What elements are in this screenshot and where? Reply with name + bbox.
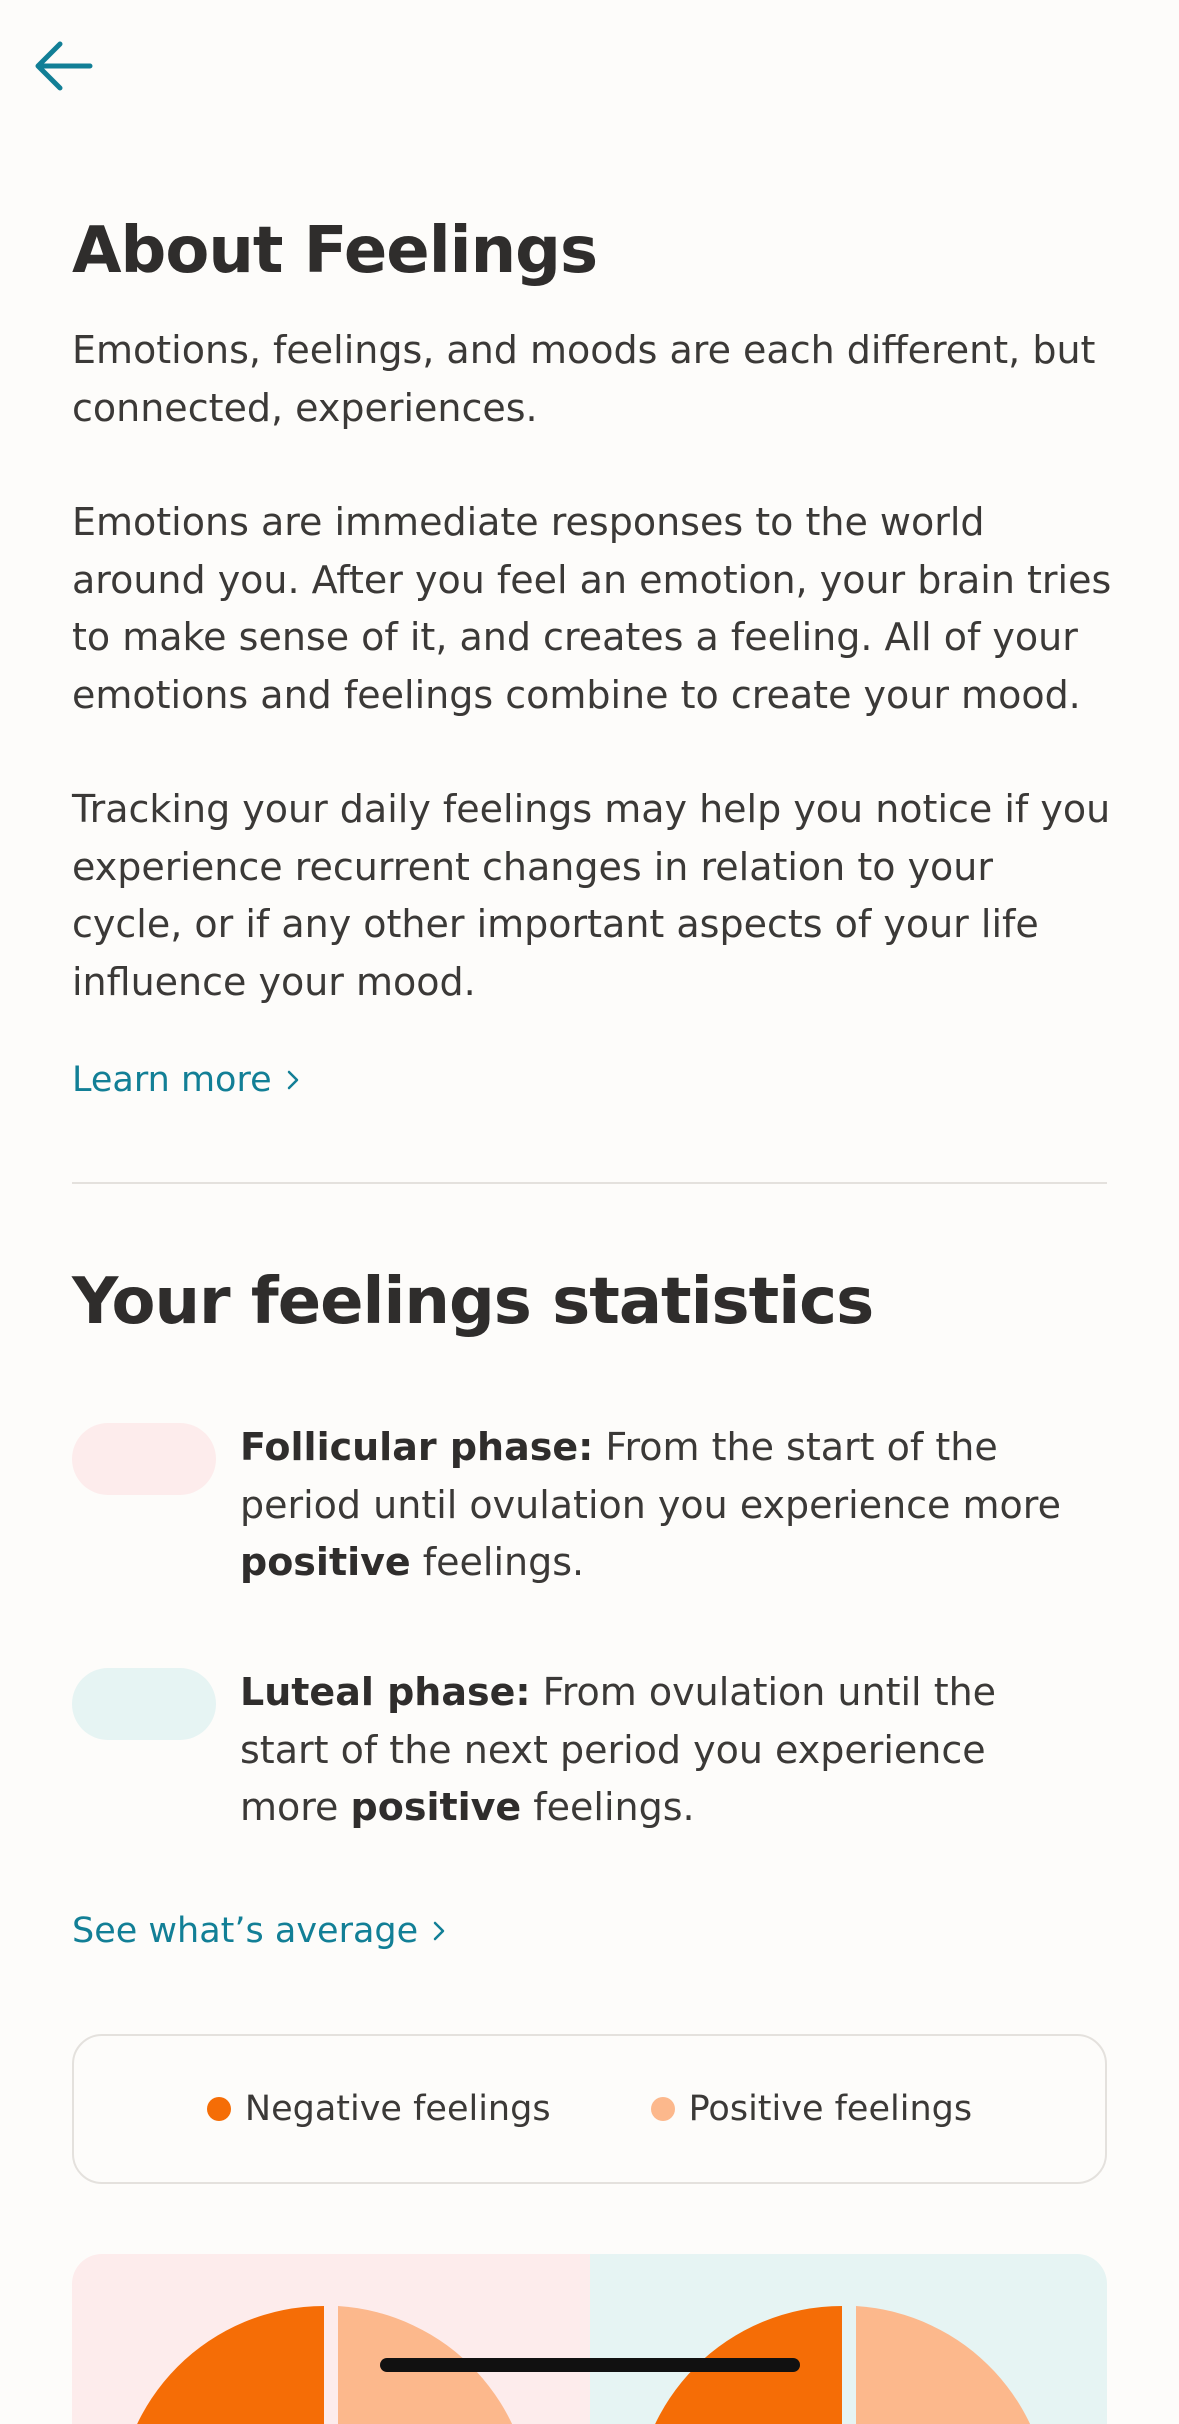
follicular-chart (72, 2254, 590, 2424)
luteal-phase-suffix: feelings. (521, 1785, 695, 1829)
legend-item-negative (207, 2089, 551, 2129)
stats-title: Your feelings statistics (72, 1265, 874, 1339)
learn-more-link[interactable] (72, 1060, 300, 1100)
legend-negative-label: Negative feelings (244, 2089, 551, 2129)
home-indicator[interactable] (380, 2358, 800, 2372)
about-paragraph: Emotions, feelings, and moods are each different, but connected, experiences. (72, 328, 1096, 430)
see-average-link[interactable] (72, 1911, 446, 1951)
follicular-phase-label: Follicular phase: (240, 1425, 594, 1469)
follicular-phase-emphasis: positive (240, 1540, 411, 1584)
feelings-legend (72, 2034, 1107, 2184)
back-button[interactable] (24, 30, 100, 106)
learn-more-label: Learn more (72, 1060, 272, 1100)
chevron-right-icon (432, 1911, 446, 1951)
follicular-phase-suffix: feelings. (410, 1540, 585, 1584)
luteal-chart (590, 2254, 1108, 2424)
section-divider (72, 1182, 1107, 1184)
legend-positive-label: Positive feelings (688, 2089, 973, 2129)
about-paragraph: Tracking your daily feelings may help you notice if you experience recurrent changes in relation to your cycle, or if any other important aspects of your life influence your mood. (72, 787, 1111, 1004)
luteal-phase-emphasis: positive (350, 1785, 522, 1829)
positive-dot-icon (651, 2097, 675, 2121)
luteal-phase-description: From ovulation until the start of the next period you experience more (240, 1670, 997, 1829)
follicular-phase-text (240, 1419, 1080, 1592)
follicular-phase-row (72, 1419, 1107, 1592)
luteal-phase-row (72, 1664, 1107, 1837)
follicular-phase-description: From the start of the period until ovulation you experience more (240, 1425, 1061, 1527)
negative-dot-icon (207, 2097, 231, 2121)
legend-item-positive (651, 2089, 973, 2129)
follicular-negative-slice (117, 2306, 324, 2424)
luteal-phase-text (240, 1664, 1080, 1837)
arrow-left-icon (30, 38, 94, 98)
follicular-phase-swatch (72, 1423, 216, 1495)
luteal-phase-swatch (72, 1668, 216, 1740)
phase-charts (72, 2254, 1107, 2424)
about-title: About Feelings (72, 214, 598, 288)
chevron-right-icon (286, 1060, 300, 1100)
about-paragraphs (72, 322, 1112, 1068)
about-paragraph: Emotions are immediate responses to the world around you. After you feel an emotion, your brain tries to make sense of it, and creates a feeling. All of your emotions and feelings combine to create your mood. (72, 500, 1112, 717)
see-average-label: See what’s average (72, 1911, 419, 1951)
luteal-phase-label: Luteal phase: (240, 1670, 531, 1714)
luteal-positive-slice (856, 2306, 1050, 2424)
